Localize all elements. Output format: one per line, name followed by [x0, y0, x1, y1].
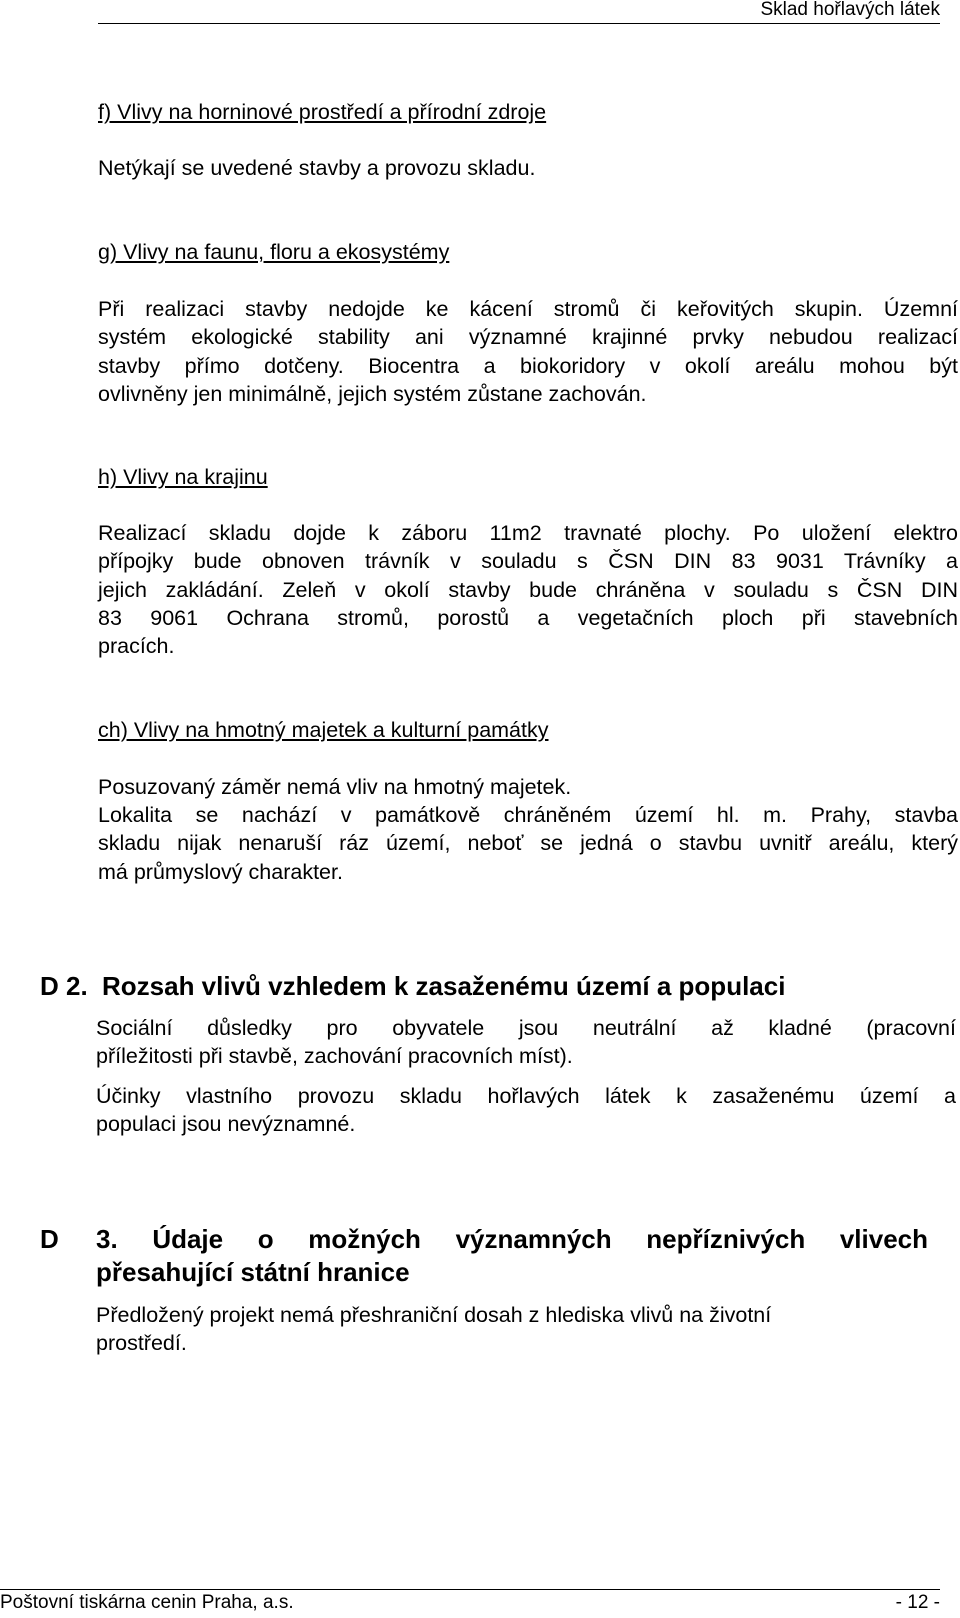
section-g-line: ovlivněny jen minimálně, jejich systém zůstane zachován. — [98, 381, 647, 406]
d3-title-line-2: přesahující státní hranice — [96, 1257, 410, 1287]
page-footer — [0, 1589, 940, 1618]
section-h-line: jejich zakládání. Zeleň v okolí stavby bude chráněna v souladu s ČSN DIN — [98, 577, 958, 602]
d2-paragraph-1 — [96, 1014, 956, 1071]
d2-line: populaci jsou nevýznamné. — [96, 1112, 356, 1137]
section-g-line: Při realizaci stavby nedojde ke kácení stromů či keřovitých skupin. Územní — [98, 297, 958, 321]
d3-letter: D — [40, 1224, 59, 1254]
d2-line: Účinky vlastního provozu skladu hořlavých látek k zasaženému území a — [96, 1084, 956, 1108]
section-h-title: h) Vlivy na krajinu — [98, 465, 268, 489]
section-ch-line: má průmyslový charakter. — [98, 859, 343, 884]
d2-line: příležitosti při stavbě, zachování pracovních míst). — [96, 1044, 573, 1069]
section-ch-text-a — [98, 773, 958, 801]
section-h-line: přípojky bude obnoven trávník v souladu s ČSN DIN 83 9031 Trávníky a — [98, 549, 958, 574]
section-h-line: 83 9061 Ochrana stromů, porostů a vegetačních ploch při stavebních — [98, 605, 958, 630]
header-title: Sklad hořlavých látek — [760, 0, 940, 20]
section-g-title: g) Vlivy na faunu, floru a ekosystémy — [98, 240, 450, 264]
d3-title-line-1: 3. Údaje o možných významných nepříznivých vlivech — [96, 1224, 928, 1254]
section-g-line: systém ekologické stability ani významné krajinné prvky nebudou realizací — [98, 325, 958, 350]
section-ch-line: Lokalita se nachází v památkově chráněném území hl. m. Prahy, stavba — [98, 803, 958, 827]
d2-line: Sociální důsledky pro obyvatele jsou neutrální až kladné (pracovní — [96, 1016, 956, 1040]
d2-title: Rozsah vlivů vzhledem k zasaženému území a populaci — [102, 971, 786, 1001]
section-h-text — [98, 519, 958, 660]
section-ch-line: skladu nijak nenaruší ráz území, neboť se jedná o stavbu uvnitř areálu, který — [98, 831, 958, 856]
section-g-text — [98, 295, 958, 408]
d2-paragraph-2 — [96, 1082, 956, 1139]
section-ch-text-b — [98, 801, 958, 886]
section-f-text — [98, 154, 958, 182]
section-f-title: f) Vlivy na horninové prostředí a přírodní zdroje — [98, 100, 547, 124]
section-g-line: stavby přímo dotčeny. Biocentra a biokoridory v okolí areálu mohou být — [98, 353, 958, 378]
section-h-line: Realizací skladu dojde k záboru 11m2 travnaté plochy. Po uložení elektro — [98, 521, 958, 545]
running-header — [98, 0, 940, 24]
d2-number: D 2. — [40, 971, 88, 1001]
d3-paragraph-1 — [96, 1301, 956, 1358]
footer-company: Poštovní tiskárna cenin Praha, a.s. — [0, 1592, 294, 1613]
section-h-line: pracích. — [98, 634, 175, 659]
footer-page-number: - 12 - — [895, 1592, 940, 1613]
d3-line: prostředí. — [96, 1331, 187, 1356]
section-ch-line: Posuzovaný záměr nemá vliv na hmotný majetek. — [98, 775, 572, 799]
section-ch-title: ch) Vlivy na hmotný majetek a kulturní památky — [98, 718, 549, 742]
d3-line: Předložený projekt nemá přeshraniční dosah z hlediska vlivů na životní — [96, 1303, 772, 1327]
section-f-line: Netýkají se uvedené stavby a provozu skladu. — [98, 156, 536, 180]
